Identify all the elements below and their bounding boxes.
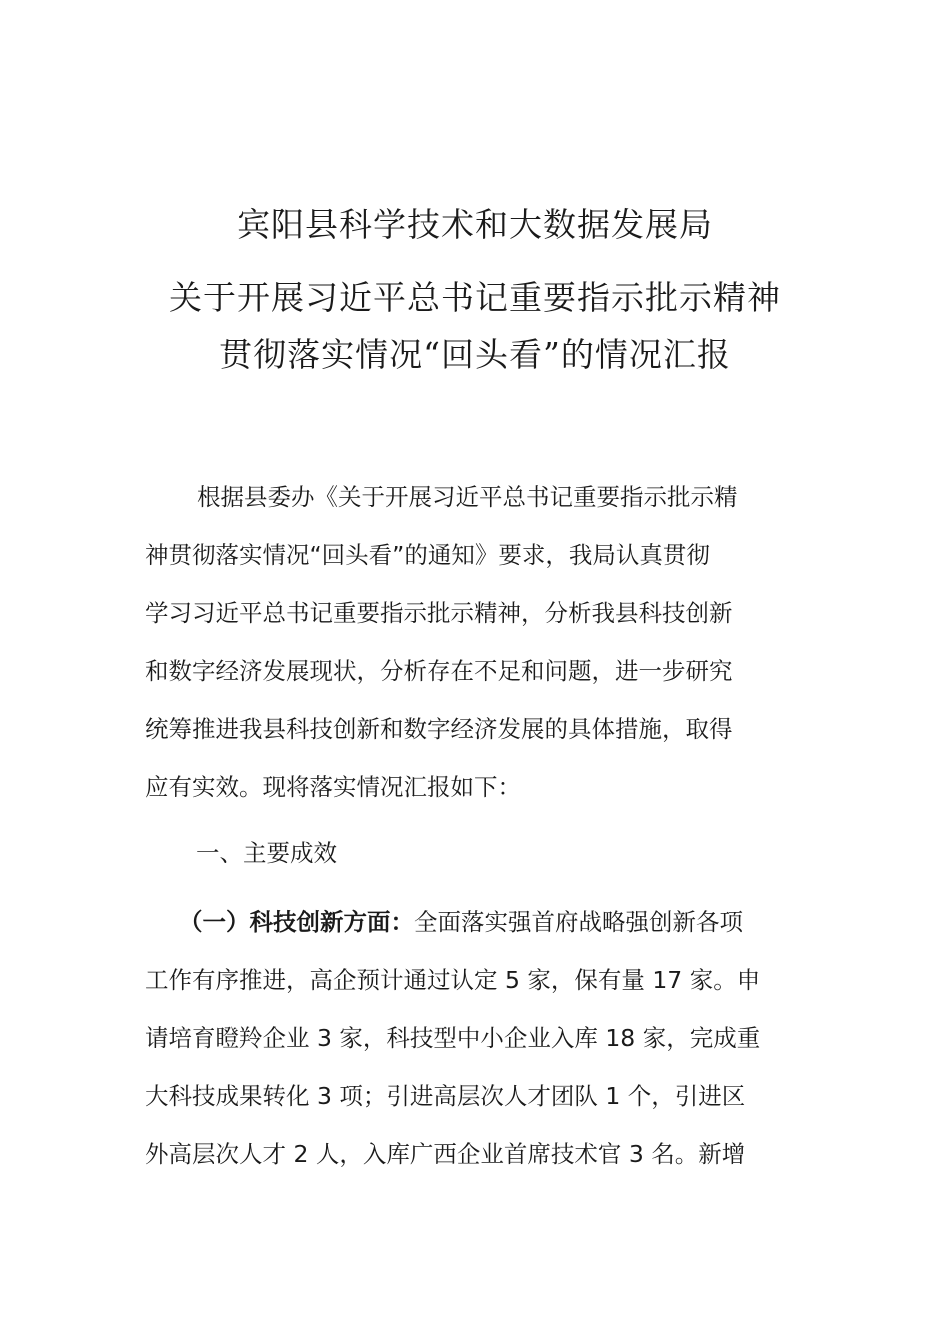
subsection-line-3: 请培育瞪羚企业 3 家，科技型中小企业入库 18 家，完成重 [145,1024,761,1052]
subsection-paragraph-1 [145,893,825,1183]
intro-line-4: 和数字经济发展现状，分析存在不足和问题，进一步研究 [145,657,733,685]
title-line-3: 贯彻落实情况“回头看”的情况汇报 [219,335,731,374]
subsection-line-4: 大科技成果转化 3 项；引进高层次人才团队 1 个，引进区 [145,1082,746,1110]
subsection-line-5: 外高层次人才 2 人，入库广西企业首席技术官 3 名。新增 [145,1140,746,1168]
section-heading-1: 一、主要成效 [196,839,337,867]
subsection-line-2: 工作有序推进，高企预计通过认定 5 家，保有量 17 家。申 [145,966,761,994]
intro-line-3: 学习习近平总书记重要指示批示精神，分析我县科技创新 [145,599,733,627]
intro-line-5: 统筹推进我县科技创新和数字经济发展的具体措施，取得 [145,715,733,743]
subsection-first-line [145,893,825,951]
intro-line-2: 神贯彻落实情况“回头看”的通知》要求，我局认真贯彻 [145,541,710,569]
subsection-first-line-text: 全面落实强首府战略强创新各项 [414,908,743,936]
title-line-1: 宾阳县科学技术和大数据发展局 [237,205,713,244]
intro-line-6: 应有实效。现将落实情况汇报如下： [145,773,521,801]
intro-paragraph [145,468,825,816]
subsection-label: （一）科技创新方面： [179,908,414,936]
title-line-2: 关于开展习近平总书记重要指示批示精神 [169,278,781,317]
intro-line-1: 根据县委办《关于开展习近平总书记重要指示批示精 [197,483,738,511]
